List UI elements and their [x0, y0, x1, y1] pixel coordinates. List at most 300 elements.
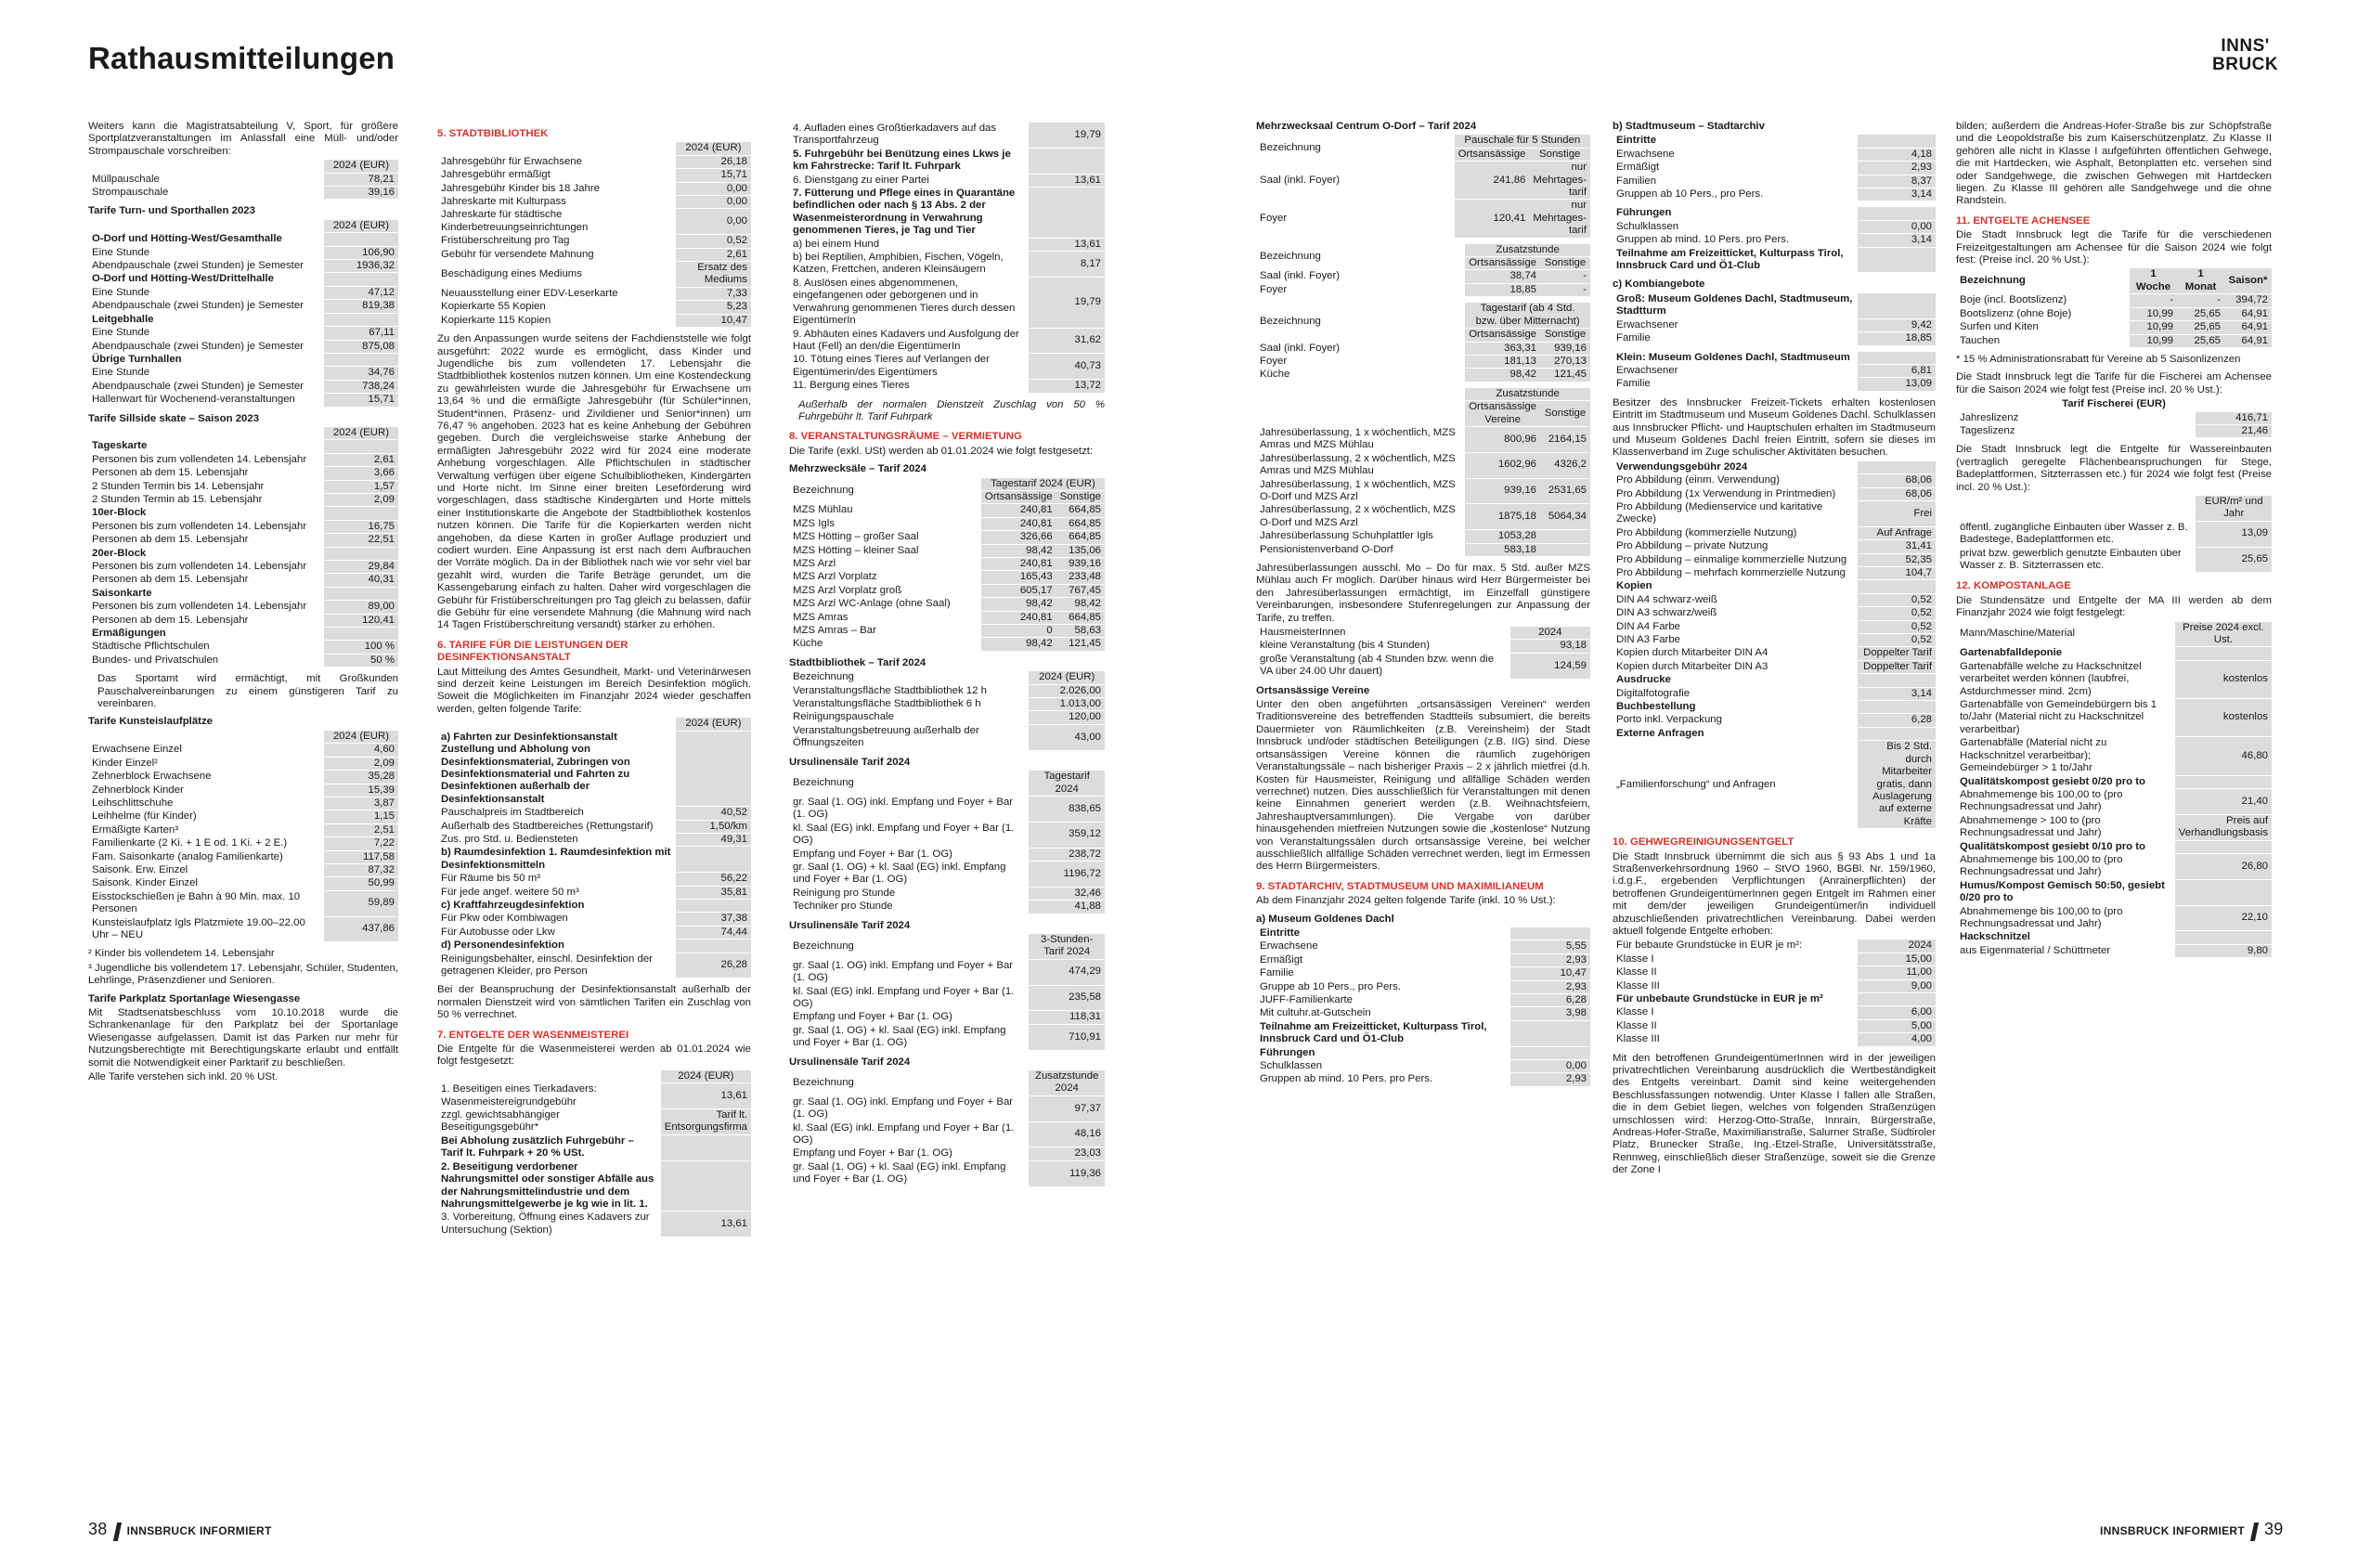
table-row: [437, 248, 751, 261]
table-cell: Veranstaltungsbetreuung außerhalb der Öffnungszeiten: [789, 724, 1029, 750]
table-cell: Kopien durch Mitarbeiter DIN A3: [1613, 660, 1858, 673]
table-cell: 121,45: [1540, 369, 1590, 382]
heading-mehrzwecksaele: Mehrzwecksäle – Tarif 2024: [789, 463, 926, 475]
table-cell: kl. Saal (EG) inkl. Empfang und Foyer + Bar (1. OG): [789, 822, 1029, 848]
table-cell: Reinigung pro Stunde: [789, 887, 1029, 900]
table-row: [789, 1095, 1105, 1121]
table-row: [88, 327, 398, 340]
table-row: [88, 394, 398, 407]
table-cell: Klasse III: [1613, 1033, 1858, 1046]
table-cell: Ortsansässige: [1465, 329, 1540, 342]
table-cell: [88, 220, 324, 233]
table-cell: [661, 1134, 751, 1160]
table-cell: 2024: [1510, 627, 1590, 640]
table-cell: 89,00: [324, 601, 398, 614]
table-cell: Fam. Saisonkarte (analog Familienkarte): [88, 850, 324, 863]
table-cell: 3,66: [324, 467, 398, 480]
table-cell: Kopien: [1613, 580, 1858, 593]
table-row: [88, 233, 398, 246]
table-cell: Reinigungsbehälter, einschl. Desinfektion der getragenen Kleider, pro Person: [437, 952, 676, 978]
table-cell: MZS Hötting – kleiner Saal: [789, 544, 981, 557]
table-cell: [1858, 674, 1936, 687]
table-cell: 664,85: [1056, 517, 1105, 530]
table-row: [1613, 207, 1936, 220]
table-cell: 240,81: [981, 517, 1056, 530]
table-cell: Abnahmemenge bis 100,00 to (pro Rechnungsadressat und Jahr): [1956, 853, 2175, 879]
table-cell: Sonstige: [1540, 257, 1590, 270]
table-cell: Gartenabfälle welche zu Hackschnitzel verarbeitet werden können (laubfrei, Astdurchmesser mind. 2cm): [1956, 660, 2175, 698]
heading-stadtmuseum: b) Stadtmuseum – Stadtarchiv: [1613, 121, 1765, 132]
table-cell: Klein: Museum Goldenes Dachl, Stadtmuseum: [1613, 352, 1858, 365]
table-cell: 270,13: [1540, 355, 1590, 368]
table-row: [1956, 647, 2272, 660]
table-row: [1256, 135, 1590, 148]
table-cell: 10,99: [2130, 307, 2177, 320]
column-4: [1256, 121, 1590, 1093]
table-cell: privat bzw. gewerblich genutzte Einbauten über Wasser z. B. Sitzterrassen etc.: [1956, 547, 2196, 573]
table-cell: gr. Saal (1. OG) + kl. Saal (EG) inkl. Empfang und Foyer + Bar (1. OG): [789, 861, 1029, 887]
table-row: [1256, 1046, 1590, 1059]
table-wassereinbauten: [1956, 496, 2272, 573]
table-row: [88, 507, 398, 520]
table-row: [1613, 620, 1936, 633]
table-row: [1256, 980, 1590, 993]
table-cell: 235,58: [1029, 985, 1105, 1011]
table-cell: 1 Monat: [2177, 268, 2224, 293]
table-cell: 106,90: [324, 246, 398, 259]
table-cell: 326,66: [981, 531, 1056, 544]
table-cell: Abnahmemenge bis 100,00 to (pro Rechnungsadressat und Jahr): [1956, 905, 2175, 931]
table-cell: aus Eigenmaterial / Schüttmeter: [1956, 944, 2175, 957]
table-cell: JUFF-Familienkarte: [1256, 994, 1510, 1007]
table-row: [88, 890, 398, 916]
table-row: [1256, 994, 1590, 1007]
table-cell: Bundes- und Privatschulen: [88, 654, 324, 667]
table-wasenmeisterei: [437, 1070, 751, 1238]
table-row: [437, 886, 751, 899]
table-cell: Hallenwart für Wochenend-veranstaltungen: [88, 394, 324, 407]
table-cell: Erwachsene: [1613, 148, 1858, 161]
table-cell: 939,16: [1465, 478, 1540, 504]
table-row: [789, 1011, 1105, 1024]
table-cell: 664,85: [1056, 531, 1105, 544]
table-row: [1956, 307, 2272, 320]
table-cell: 26,18: [676, 155, 751, 168]
heading-turnhallen: Tarife Turn- und Sporthallen 2023: [88, 205, 255, 217]
table-cell: [1540, 543, 1590, 556]
kompostanlage-text: Die Stundensätze und Entgelte der MA III werden ab dem Finanzjahr 2024 wie folgt festgelegt:: [1956, 594, 2272, 619]
table-cell: 939,16: [1540, 342, 1590, 355]
table-row: [789, 504, 1105, 517]
table-row: [1613, 148, 1936, 161]
table-row: [1613, 647, 1936, 660]
table-cell: 121,45: [1056, 638, 1105, 651]
desinfektion-zuschlag: Bei der Beanspruchung der Desinfektionsanstalt außerhalb der normalen Dienstzeit wird von sämtlichen Tarifen ein Zuschlag von 50 % verrechnet.: [437, 984, 751, 1021]
table-row: [437, 287, 751, 300]
table-cell: 46,80: [2175, 737, 2272, 775]
heading-skate: Tarife Sillside skate – Saison 2023: [88, 412, 260, 424]
table-cell: große Veranstaltung (ab 4 Stunden bzw. wenn die VA über 24.00 Uhr dauert): [1256, 653, 1510, 679]
table-row: [1613, 741, 1936, 829]
table-row: [1956, 547, 2272, 573]
table-cell: [676, 940, 751, 952]
table-cell: Neuausstellung einer EDV-Leserkarte: [437, 287, 676, 300]
table-cell: [1256, 388, 1465, 401]
table-row: [789, 148, 1105, 174]
table-cell: 64,91: [2224, 321, 2272, 334]
table-cell: 98,42: [981, 544, 1056, 557]
table-cell: Veranstaltungsfläche Stadtbibliothek 12 h: [789, 684, 1029, 697]
table-odorf-tagestarif: [1256, 303, 1590, 382]
table-cell: Übrige Turnhallen: [88, 353, 324, 366]
table-cell: 37,38: [676, 913, 751, 926]
table-cell: Mann/Maschine/Material: [1956, 622, 2175, 647]
table-row: [1956, 853, 2272, 879]
table-cell: 40,52: [676, 807, 751, 820]
table-cell: 47,12: [324, 286, 398, 299]
table-cell: Kunsteislaufplatz Igls Platzmiete 19.00–22.00 Uhr – NEU: [88, 916, 324, 942]
table-cell: Saal (inkl. Foyer): [1256, 162, 1455, 200]
table-cell: 26,80: [2175, 853, 2272, 879]
table-cell: 4,60: [324, 744, 398, 757]
table-cell: 1,15: [324, 810, 398, 823]
footer-right: INNSBRUCK INFORMIERT 39: [2100, 1520, 2284, 1541]
table-cell: Pro Abbildung (einm. Verwendung): [1613, 474, 1858, 487]
table-cell: [324, 233, 398, 246]
table-row: [1613, 966, 1936, 979]
table-cell: Für unbebaute Grundstücke in EUR je m²: [1613, 993, 1858, 1006]
heading-achensee: 11. ENTGELTE ACHENSEE: [1956, 214, 2091, 227]
table-verwendungsgebuehr: [1613, 461, 1936, 829]
table-cell: 15,71: [324, 394, 398, 407]
table-cell: Digitalfotografie: [1613, 687, 1858, 700]
table-cell: Jahresüberlassung, 2 x wöchentlich, MZS O-Dorf und MZS Arzl: [1256, 504, 1465, 530]
table-cell: 11,00: [1858, 966, 1936, 979]
table-cell: 1053,28: [1465, 530, 1540, 543]
table-cell: 241,86: [1455, 162, 1530, 200]
sportamt-text: Das Sportamt wird ermächtigt, mit Großkunden Pauschalvereinbarungen zu einem günstigeren Tarif zu vereinbaren.: [97, 673, 398, 710]
table-row: [1613, 727, 1936, 740]
table-cell: Klasse II: [1613, 966, 1858, 979]
table-row: [1613, 714, 1936, 727]
table-row: [1956, 321, 2272, 334]
table-cell: 875,08: [324, 340, 398, 353]
table-cell: Tauchen: [1956, 334, 2130, 347]
table-cell: Führungen: [1256, 1046, 1510, 1059]
table-cell: 3,14: [1858, 188, 1936, 201]
table-cell: Kinder Einzel²: [88, 757, 324, 770]
table-cell: 165,43: [981, 571, 1056, 584]
table-row: [437, 155, 751, 168]
table-cell: 49,31: [676, 833, 751, 846]
table-row: [88, 380, 398, 393]
table-row: [1256, 653, 1590, 679]
table-row: [1256, 627, 1590, 640]
table-cell: Tagestarif 2024: [1029, 771, 1105, 796]
table-cell: Zusatzstunde 2024: [1029, 1070, 1105, 1095]
table-row: [1956, 879, 2272, 905]
table-row: [1256, 452, 1590, 478]
footer-left: 38 INNSBRUCK INFORMIERT: [88, 1520, 272, 1541]
table-row: [1613, 378, 1936, 391]
table-cell: nur Mehrtages-tarif: [1529, 162, 1590, 200]
table-cell: Mit cultuhr.at-Gutschein: [1256, 1007, 1510, 1020]
table-cell: „Familienforschung“ und Anfragen: [1613, 741, 1858, 829]
table-ursulinen-1: [789, 771, 1105, 914]
table-row: [88, 587, 398, 600]
table-cell: Personen ab dem 15. Lebensjahr: [88, 534, 324, 547]
table-row: [88, 731, 398, 744]
table-row: [1256, 162, 1590, 200]
table-cell: Pensionistenverband O-Dorf: [1256, 543, 1465, 556]
table-cell: Gruppen ab mind. 10 Pers. pro Pers.: [1256, 1073, 1510, 1086]
table-cell: Preis auf Verhandlungsbasis: [2175, 814, 2272, 840]
table-cell: 39,16: [324, 187, 398, 200]
table-row: [1256, 967, 1590, 980]
table-cell: 93,18: [1510, 640, 1590, 653]
table-cell: [324, 440, 398, 453]
table-cell: 2,93: [1510, 1073, 1590, 1086]
table-cell: d) Personendesinfektion: [437, 940, 676, 952]
table-cell: Leitgebhalle: [88, 313, 324, 326]
table-row: [437, 1083, 751, 1109]
table-row: [437, 820, 751, 833]
table-pauschale: [88, 160, 398, 200]
table-row: [789, 1160, 1105, 1186]
table-cell: 416,71: [2196, 411, 2272, 424]
table-cell: Bezeichnung: [789, 934, 1029, 959]
table-row: [1613, 553, 1936, 566]
table-cell: Surfen und Kiten: [1956, 321, 2130, 334]
table-cell: Zehnerblock Erwachsene: [88, 771, 324, 784]
table-row: [789, 571, 1105, 584]
parkplatz-text: Mit Stadtsenatsbeschluss vom 10.10.2018 wurde die Schrankenanlage für den Parkplatz bei der Sportanlage Wiesengasse aufgelassen. Damit ist das Parken nur mehr für Nutzungsberechtigte mit Berechtigungskarte erlaubt und entfällt somit die Notwendigkeit einer Parktarif zu beschließen.: [88, 1007, 398, 1069]
table-cell: [2175, 879, 2272, 905]
table-cell: MZS Mühlau: [789, 504, 981, 517]
table-row: [789, 638, 1105, 651]
table-cell: [324, 628, 398, 641]
table-cell: Teilnahme am Freizeitticket, Kulturpass Tirol, Innsbruck Card und Ö1-Club: [1613, 247, 1858, 273]
table-cell: Zusatzstunde: [1465, 244, 1590, 257]
table-row: [1613, 526, 1936, 539]
table-cell: Saison*: [2224, 268, 2272, 293]
table-cell: Teilnahme am Freizeitticket, Kulturpass Tirol, Innsbruck Card und Ö1-Club: [1256, 1020, 1510, 1046]
table-cell: Eintritte: [1256, 927, 1510, 940]
table-cell: 1936,32: [324, 260, 398, 273]
table-cell: Jahreskarte mit Kulturpass: [437, 196, 676, 209]
table-cell: 2,93: [1510, 953, 1590, 966]
table-row: [88, 561, 398, 574]
table-row: [437, 873, 751, 886]
table-cell: 605,17: [981, 584, 1056, 597]
table-cell: 32,46: [1029, 887, 1105, 900]
table-cell: c) Kraftfahrzeugdesinfektion: [437, 899, 676, 912]
wasenmeisterei-text: Die Entgelte für die Wasenmeisterei werden ab 01.01.2024 wie folgt festgesetzt:: [437, 1043, 751, 1068]
table-row: [1613, 687, 1936, 700]
heading-kombiangebote: c) Kombiangebote: [1613, 279, 1705, 291]
table-cell: 2,09: [324, 493, 398, 506]
table-cell: kostenlos: [2175, 660, 2272, 698]
heading-desinfektion: 6. TARIFE FÜR DIE LEISTUNGEN DER DESINFEKTIONSANSTALT: [437, 639, 628, 664]
table-cell: 19,79: [1029, 277, 1105, 328]
heading-ursulinen-1: Ursulinensäle Tarif 2024: [789, 756, 911, 768]
table-cell: 2,61: [676, 248, 751, 261]
table-cell: MZS Arzl: [789, 558, 981, 571]
table-cell: 120,41: [324, 614, 398, 627]
heading-goldenes-dachl: a) Museum Goldenes Dachl: [1256, 913, 1394, 925]
table-row: [789, 901, 1105, 914]
table-cell: Bezeichnung: [1256, 303, 1465, 342]
intro-text: Weiters kann die Magistratsabteilung V, Sport, für größere Sportplatzveranstaltungen im Anlassfall eine Müll- und/oder Strompauschale vorschreiben:: [88, 121, 398, 157]
table-cell: kl. Saal (EG) inkl. Empfang und Foyer + Bar (1. OG): [789, 985, 1029, 1011]
table-cell: Boje (incl. Bootslizenz): [1956, 294, 2130, 307]
table-cell: 31,62: [1029, 328, 1105, 354]
table-cell: [1510, 1020, 1590, 1046]
table-row: [1956, 775, 2272, 788]
table-cell: 3. Vorbereitung, Öffnung eines Kadavers zur Untersuchung (Sektion): [437, 1212, 661, 1238]
table-cell: Personen ab dem 15. Lebensjahr: [88, 467, 324, 480]
table-row: [88, 797, 398, 810]
table-cell: 100 %: [324, 641, 398, 654]
table-row: [437, 196, 751, 209]
table-cell: 43,00: [1029, 724, 1105, 750]
heading-odorf: Mehrzwecksaal Centrum O-Dorf – Tarif 2024: [1256, 121, 1477, 132]
table-cell: 21,40: [2175, 788, 2272, 814]
table-row: [1256, 244, 1590, 257]
table-row: [1956, 905, 2272, 931]
table-row: [1613, 332, 1936, 345]
table-cell: [1858, 135, 1936, 148]
table-cell: [88, 160, 324, 173]
table-row: [437, 807, 751, 820]
table-cell: 41,88: [1029, 901, 1105, 914]
table-cell: 2531,65: [1540, 478, 1590, 504]
table-row: [1256, 200, 1590, 238]
table-cell: 98,42: [981, 638, 1056, 651]
table-cell: [324, 273, 398, 286]
table-cell: Kopierkarte 115 Kopien: [437, 314, 676, 327]
table-cell: Doppelter Tarif: [1858, 647, 1936, 660]
table-row: [88, 173, 398, 186]
table-cell: DIN A3 schwarz/weiß: [1613, 607, 1858, 620]
table-cell: -: [1540, 283, 1590, 296]
table-cell: Erwachsene: [1256, 940, 1510, 953]
table-cell: Bezeichnung: [789, 1070, 1029, 1095]
table-cell: Strompauschale: [88, 187, 324, 200]
table-cell: 25,65: [2177, 321, 2224, 334]
table-cell: [1256, 401, 1465, 427]
table-cell: a) Fahrten zur Desinfektionsanstalt Zustellung und Abholung von Desinfektionsmaterial, Zubringen von Desinfektionsmaterial und Fahrten zu Desinfektionen außerhalb der Desinfektionsanstalt: [437, 731, 676, 806]
table-row: [789, 861, 1105, 887]
table-cell: Personen bis zum vollendeten 14. Lebensjahr: [88, 520, 324, 533]
table-row: [789, 531, 1105, 544]
table-cell: öffentl. zugängliche Einbauten über Wasser z. B. Badestege, Badeplattformen etc.: [1956, 521, 2196, 547]
table-row: [88, 480, 398, 493]
table-cell: 7,22: [324, 837, 398, 850]
table-cell: 38,74: [1465, 270, 1540, 283]
table-cell: 50 %: [324, 654, 398, 667]
table-cell: Personen bis zum vollendeten 14. Lebensjahr: [88, 561, 324, 574]
table-row: [88, 823, 398, 836]
table-cell: Familie: [1613, 378, 1858, 391]
table-row: [789, 1070, 1105, 1095]
table-row: [789, 188, 1105, 239]
table-row: [789, 698, 1105, 711]
table-cell: Erwachsener: [1613, 318, 1858, 331]
table-goldenes-dachl: [1256, 927, 1590, 1087]
table-cell: Schulklassen: [1256, 1060, 1510, 1073]
table-cell: 68,06: [1858, 487, 1936, 500]
table-cell: Reinigungspauschale: [789, 711, 1029, 724]
table-cell: 5,55: [1510, 940, 1590, 953]
table-cell: Für bebaute Grundstücke in EUR je m²:: [1613, 940, 1858, 952]
table-cell: Gebühr für versendete Mahnung: [437, 248, 676, 261]
table-cell: Humus/Kompost Gemisch 50:50, gesiebt 0/20 pro to: [1956, 879, 2175, 905]
table-cell: Klasse II: [1613, 1019, 1858, 1032]
table-cell: Jahresgebühr ermäßigt: [437, 169, 676, 182]
table-cell: 2,09: [324, 757, 398, 770]
table-row: [1956, 496, 2272, 521]
table-cell: 181,13: [1465, 355, 1540, 368]
table-cell: Jahresüberlassung, 1 x wöchentlich, MZS O-Dorf und MZS Arzl: [1256, 478, 1465, 504]
table-cell: kostenlos: [2175, 699, 2272, 737]
table-cell: Empfang und Foyer + Bar (1. OG): [789, 848, 1029, 861]
table-cell: Müllpauschale: [88, 173, 324, 186]
table-cell: 1,57: [324, 480, 398, 493]
table-cell: MZS Arzl WC-Anlage (ohne Saal): [789, 598, 981, 611]
table-cell: 6. Dienstgang zu einer Partei: [789, 174, 1029, 187]
table-row: [789, 985, 1105, 1011]
table-cell: 10,47: [676, 314, 751, 327]
table-row: [789, 252, 1105, 278]
table-cell: Porto inkl. Verpackung: [1613, 714, 1858, 727]
table-cell: 7,33: [676, 287, 751, 300]
table-cell: 0,00: [676, 182, 751, 195]
table-cell: 23,03: [1029, 1147, 1105, 1160]
table-cell: 13,61: [1029, 238, 1105, 251]
table-cell: Ortsansässige: [1455, 148, 1530, 161]
table-row: [1256, 1020, 1590, 1046]
table-row: [1613, 234, 1936, 247]
table-cell: DIN A4 Farbe: [1613, 620, 1858, 633]
heading-stadtbibliothek: 5. STADTBIBLIOTHEK: [437, 128, 549, 139]
table-row: [789, 558, 1105, 571]
table-cell: Ortsansässige: [1465, 257, 1540, 270]
table-cell: Sonstige: [1540, 401, 1590, 427]
table-cell: Ermäßigt: [1613, 162, 1858, 175]
table-row: [437, 940, 751, 952]
table-cell: 7. Fütterung und Pflege eines in Quarantäne befindlichen oder nach § 13 Abs. 2 der Wasenmeisterordnung in Verwahrung genommenen Tieres, je Tag und Tier: [789, 188, 1029, 239]
table-cell: [1029, 148, 1105, 174]
table-cell: 2164,15: [1540, 426, 1590, 452]
table-row: [88, 313, 398, 326]
table-row: [88, 784, 398, 797]
table-row: [88, 493, 398, 506]
table-cell: 2,61: [324, 453, 398, 466]
table-kompostanlage: [1956, 622, 2272, 959]
table-row: [1613, 220, 1936, 233]
table-row: [1956, 840, 2272, 853]
table-row: [789, 544, 1105, 557]
table-cell: 819,38: [324, 300, 398, 313]
table-cell: Tagestarif 2024 (EUR): [981, 478, 1105, 491]
table-cell: Leihhelme (für Kinder): [88, 810, 324, 823]
table-cell: 78,21: [324, 173, 398, 186]
table-row: [88, 467, 398, 480]
parkplatz-ust: Alle Tarife verstehen sich inkl. 20 % USt.: [88, 1071, 279, 1083]
table-cell: Techniker pro Stunde: [789, 901, 1029, 914]
table-cell: Jahresüberlassung Schuhplattler Igls: [1256, 530, 1465, 543]
